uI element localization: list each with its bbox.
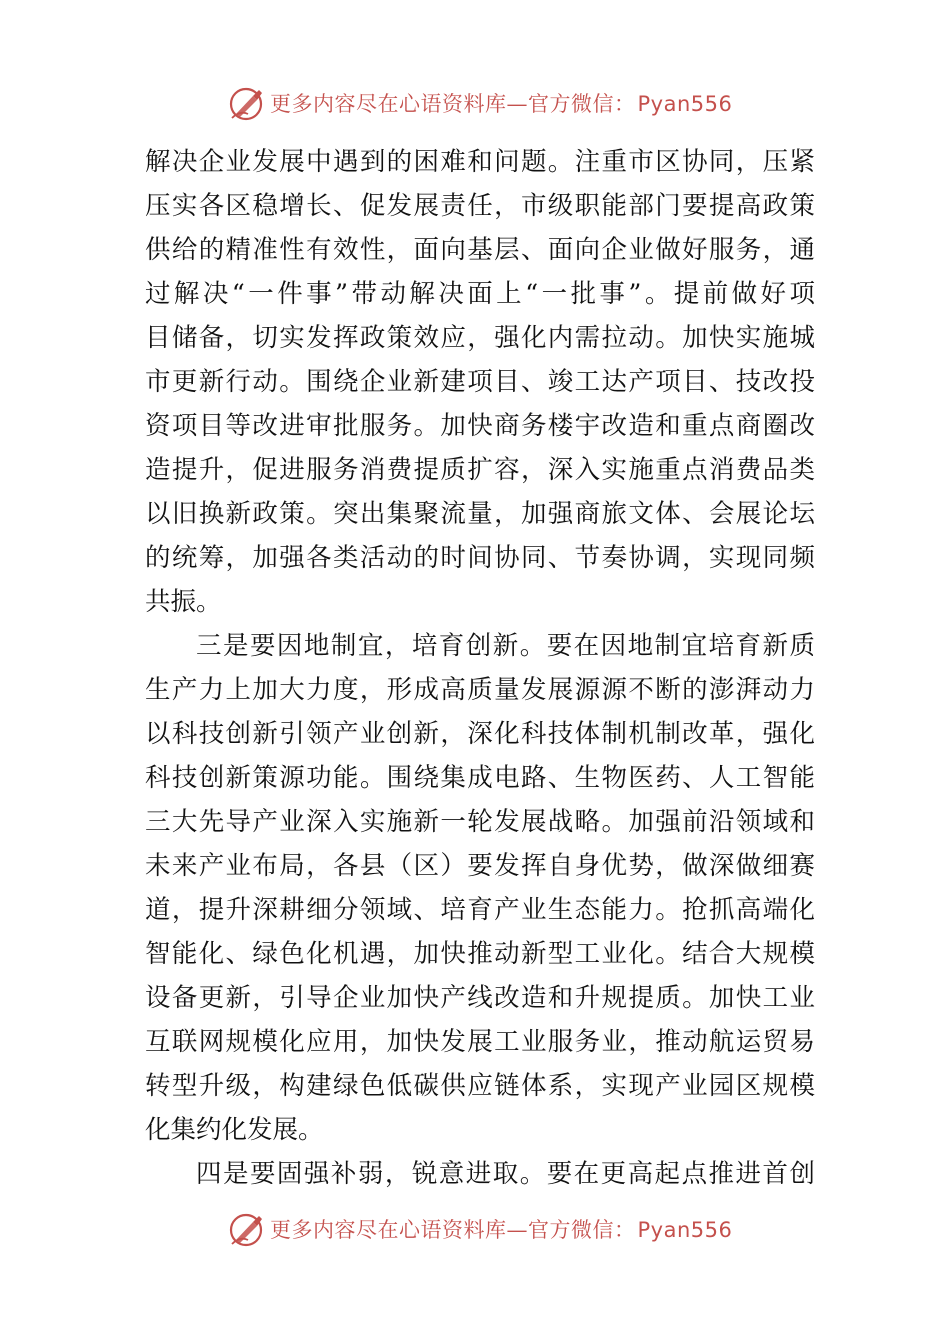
watermark-text: 更多内容尽在心语资料库—官方微信：Pyan556 <box>270 1218 733 1242</box>
text-line: 过解决“一件事”带动解决面上“一批事”。提前做好项 <box>145 279 815 309</box>
text-line: 压实各区稳增长、促发展责任，市级职能部门要提高政策 <box>145 191 815 221</box>
text-line: 生产力上加大力度，形成高质量发展源源不断的澎湃动力 <box>145 675 815 705</box>
text-line: 以旧换新政策。突出集聚流量，加强商旅文体、会展论坛 <box>145 499 815 529</box>
text-line: 智能化、绿色化机遇，加快推动新型工业化。结合大规模 <box>145 939 815 969</box>
paragraph-start-line: 三是要因地制宜，培育创新。要在因地制宜培育新质 <box>196 631 815 661</box>
text-line: 资项目等改进审批服务。加快商务楼宇改造和重点商圈改 <box>145 411 815 441</box>
text-line: 以科技创新引领产业创新，深化科技体制机制改革，强化 <box>145 719 815 749</box>
text-line: 供给的精准性有效性，面向基层、面向企业做好服务，通 <box>145 235 815 265</box>
text-line: 三大先导产业深入实施新一轮发展战略。加强前沿领域和 <box>145 807 815 837</box>
watermark-handle: Pyan556 <box>637 92 733 116</box>
text-line: 转型升级，构建绿色低碳供应链体系，实现产业园区规模 <box>145 1071 815 1101</box>
text-line: 共振。 <box>145 587 222 617</box>
text-line: 科技创新策源功能。围绕集成电路、生物医药、人工智能 <box>145 763 815 793</box>
header-watermark <box>0 84 950 124</box>
text-line: 未来产业布局，各县（区）要发挥自身优势，做深做细赛 <box>145 851 815 881</box>
text-line: 设备更新，引导企业加快产线改造和升规提质。加快工业 <box>145 983 815 1013</box>
text-line: 解决企业发展中遇到的困难和问题。注重市区协同，压紧 <box>145 147 815 177</box>
watermark-text: 更多内容尽在心语资料库—官方微信：Pyan556 <box>270 92 733 116</box>
text-line: 化集约化发展。 <box>145 1115 324 1145</box>
text-line: 市更新行动。围绕企业新建项目、竣工达产项目、技改投 <box>145 367 815 397</box>
document-body <box>145 140 815 1196</box>
paragraph-start-line: 四是要固强补弱，锐意进取。要在更高起点推进首创 <box>196 1159 815 1189</box>
text-line: 的统筹，加强各类活动的时间协同、节奏协调，实现同频 <box>145 543 815 573</box>
watermark-handle: Pyan556 <box>637 1218 733 1242</box>
pen-nib-logo-icon <box>226 1210 266 1250</box>
text-line: 互联网规模化应用，加快发展工业服务业，推动航运贸易 <box>145 1027 815 1057</box>
text-line: 目储备，切实发挥政策效应，强化内需拉动。加快实施城 <box>145 323 815 353</box>
text-line: 道，提升深耕细分领域、培育产业生态能力。抢抓高端化 <box>145 895 815 925</box>
text-line: 造提升，促进服务消费提质扩容，深入实施重点消费品类 <box>145 455 815 485</box>
footer-watermark <box>0 1210 950 1250</box>
pen-nib-logo-icon <box>226 84 266 124</box>
